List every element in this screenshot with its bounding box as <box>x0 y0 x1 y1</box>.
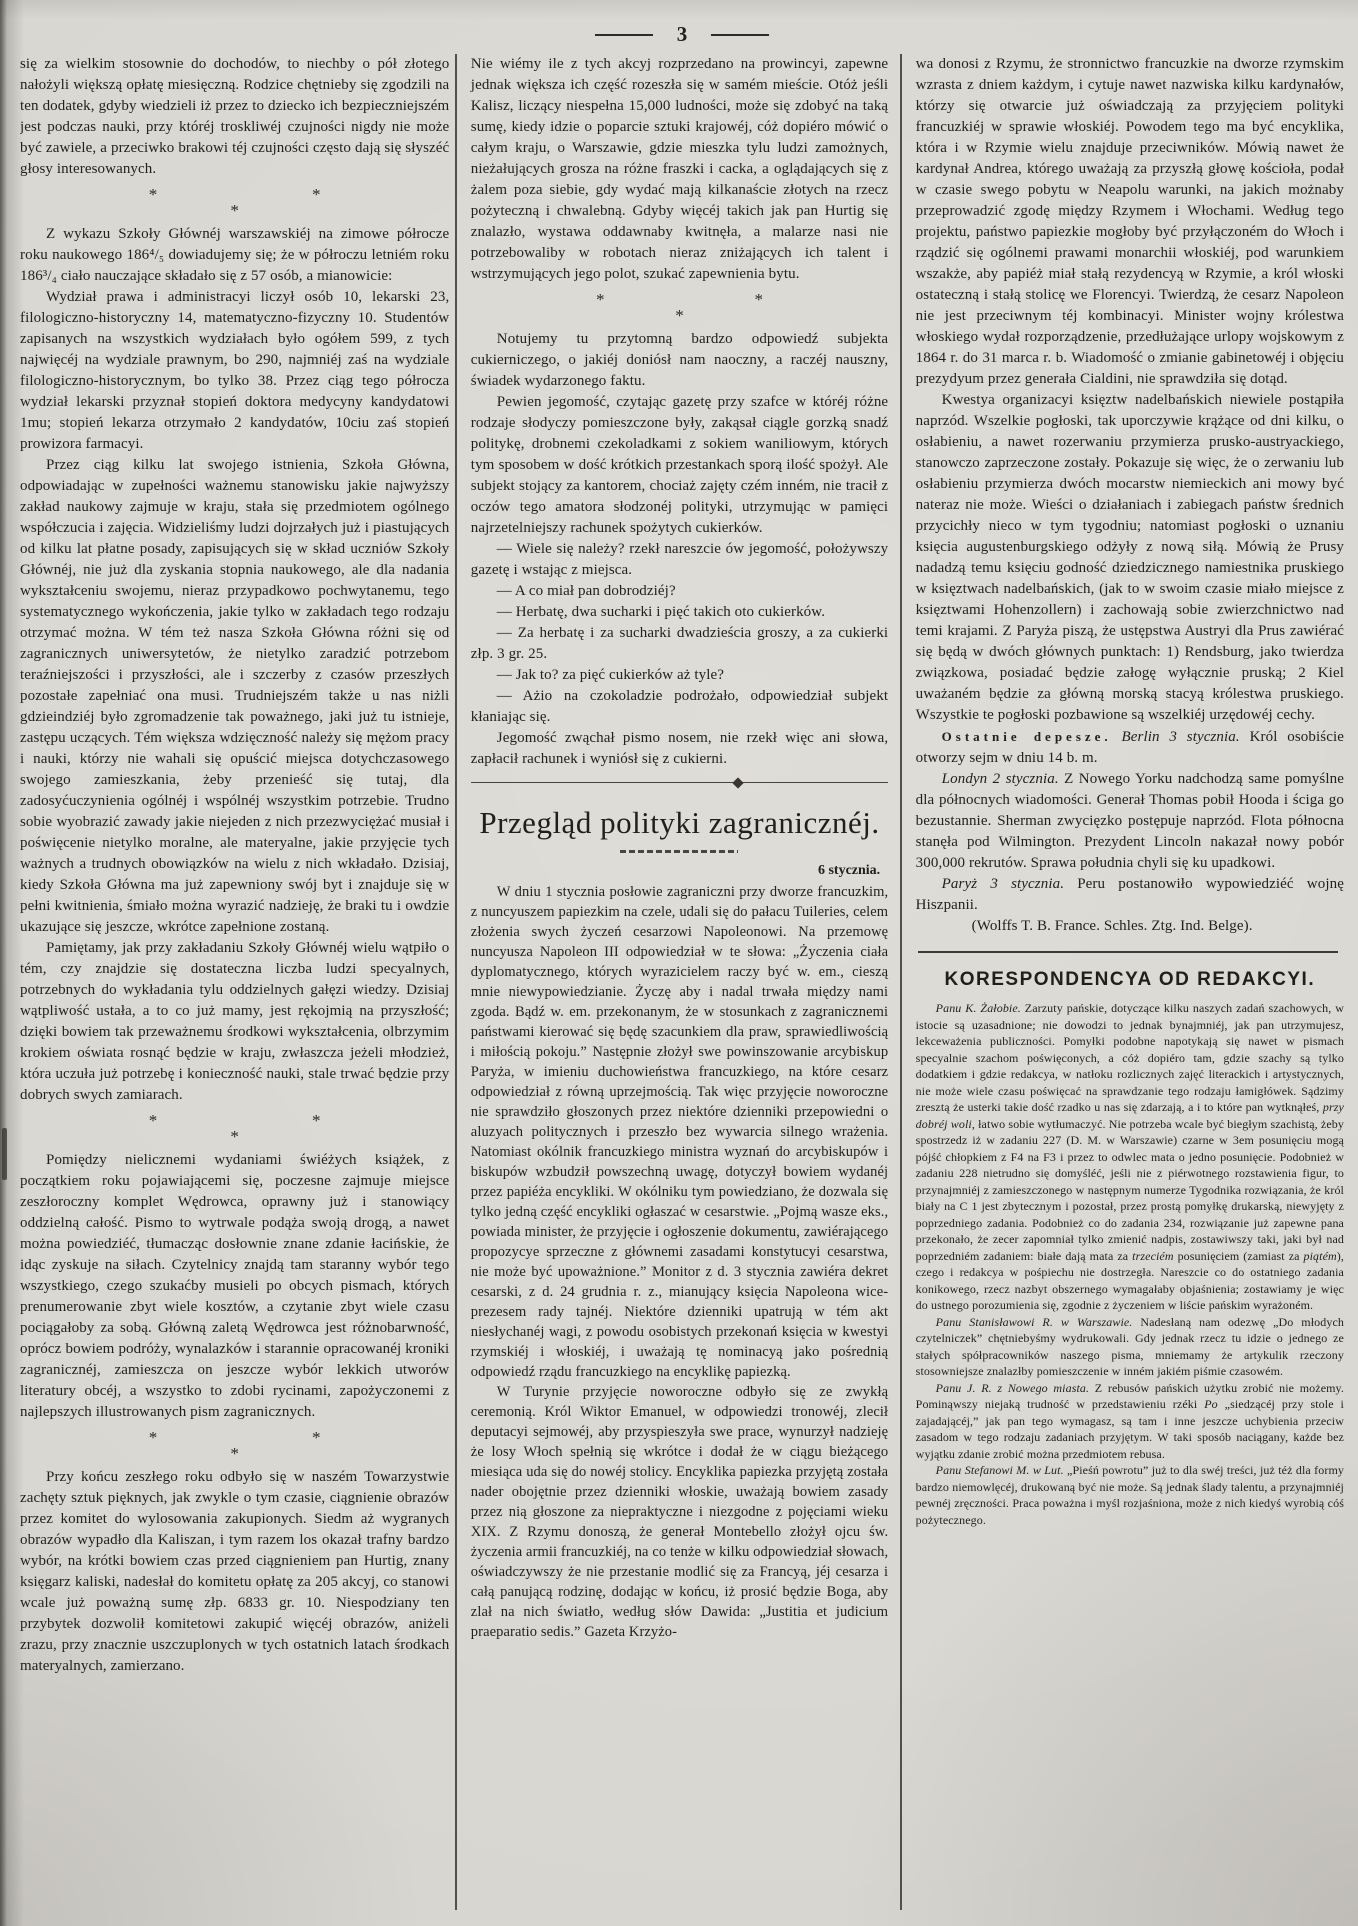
asterism-separator <box>20 1106 449 1150</box>
italic-text-run: Berlin 3 stycznia. <box>1121 729 1240 745</box>
scan-edge-shadow <box>0 0 7 1926</box>
dialogue-line <box>471 581 888 602</box>
dispatch-paragraph <box>916 769 1344 874</box>
page-number-dash-left <box>595 34 653 36</box>
text-run: (Wolffs T. B. France. Schles. Ztg. Ind. Belge). <box>971 918 1253 934</box>
italic-text-run: piątém <box>1303 1248 1337 1263</box>
paragraph <box>916 390 1344 726</box>
ink-smudge <box>2 1128 7 1180</box>
asterisk-glyph: * <box>596 290 605 309</box>
text-run: Król osobiście otworzy sejm w dniu 14 b. m. <box>915 729 1344 766</box>
diamond-ornament <box>732 777 743 788</box>
text-run: Zarzuty pańskie, dotyczące kilku naszych zadań szachowych, w istocie są uzasadnione; nie dowodzi to jednak bynajmniéj, jak pan utrzymujesz, lekceważenia publiczności. Pomyłki podobne napotykają się nawet w pismach specyalnie szachom poświęconych, a cóż dopiéro tam, gdzie szachy są tylko dodatkiem i gdzie redakcya, w natłoku rozlicznych zajęć literackich i artystycznych, nie może wiele czasu poświęcać na sprawdzanie tego rodzaju łamigłówek. Sądzimy zresztą że usterki takie dość rzadko u nas się zdarzają, a i to które pan wytknąłeś, <box>915 1001 1344 1114</box>
text-run: — Ażio na czokoladzie podrożało, odpowiedział subjekt kłaniając się. <box>470 688 889 725</box>
text-run: — Jak to? za pięć cukierków aż tyle? <box>496 667 725 683</box>
asterisk-glyph: * <box>230 1444 239 1463</box>
text-run: wa donosi z Rzymu, że stronnictwo francuzkie na dworze rzymskim wzrasta z dniem każdym, i cytuje nawet nazwiska kilku kardynałów, którzy się otwarcie już oświadczają za przyjęciem polityki francuzkiéj w sprawie włoskiéj. Powodem tego ma być encyklika, która i w Rzymie wielu znajduje przeciwników. Mówią nawet że kardynał Andrea, którego uważają za przyszłą głowę kościoła, podał w czasie swego pobytu w Neapolu warunki, na jakich możnaby przeprowadzić zgodę między Rzymem i Włochami. Według tego projektu, państwo papiezkie mogłoby być przyłączoném do Włoch i rządzić się ogólnemi prawami monarchii włoskiéj, pod warunkiem wszakże, aby papiéż miał stałą rezydencyą w Rzymie, a król włoski ostateczną i stałą stolicę we Florencyi. Twierdzą, że cesarz Napoleon nie jest przeciwnym téj kombinacyi. Minister wojny królestwa włoskiego wydał rozporządzenie, przedłużające urlopy wojskowym z 1864 r. do 31 marca r. b. Wiadomość o zmianie gabinetowéj i objęciu prezydyum przez generała Cialdini, nie sprawdziła się dotąd. <box>915 56 1344 387</box>
italic-text-run: Panu Stanisławowi R. w Warszawie. <box>935 1314 1133 1329</box>
text-run: Kwestya organizacyi księztw nadelbańskich niewiele postąpiła naprzód. Wszelkie pogłoski, tak uporczywie krążące od dni kilku, o osłabieniu, a nawet rozerwaniu przymierza prusko-austryackiego, stanowczo zaprzeczone zostały. Pokazuje się więc, że o zerwaniu lub osłabieniu przymierza dwóch mocarstw niemieckich ani mowy być nateraz nie może. Wieści o działaniach i zabiegach państw średnich przycichły nieco w tym tygodniu; natomiast pogłoski o uznaniu księcia augustenburgskiego odżyły z nową siłą. Mówią że Prusy nadadzą temu księciu godność dziedzicznego namiestnika pruskiego w księztwach nadelbańskich, (jak to w swoim czasie miało miejsce z księztwami Hohenzollern) i zachowają sobie zwierzchnictwo nad temi krajami. Z Paryża piszą, że ustępstwa Austryi dla Prus zawiérać się będą w dwóch głównych punktach: 1) Rendsburg, jako twierdza związkowa, posiadać będzie załogę wyłącznie pruską; 2 Kiel uważaném będzie za główną morską stacyą królestwa pruskiego. Wszystkie te pogłoski pozbawione są wszelkiéj urzędowéj cechy. <box>915 392 1344 723</box>
paragraph <box>916 54 1344 390</box>
asterisk-glyph: * <box>312 1111 321 1130</box>
text-run: Pewien jegomość, czytając gazetę przy szafce w któréj różne rodzaje słodyczy pomieszczone były, zakąsał ciągle gorzką snadź politykę, drobnemi czekoladkami z sokiem waniliowym, których tym sposobem w dość krótkich przestankach sporą ilość spożył. Ale subjekt stojący za kantorem, chociaż zajęty czém inném, nie tracił z oczów tego amatora słodzonéj polityki, utrzymując w pamięci najrzetelniejszy rachunek spożytych cukierków. <box>470 394 889 536</box>
text-run: się za wielkim stosownie do dochodów, to niechby o pół złotego nałożyli większą opłatę miesięczną. Rodzice chętnieby się zgodzili na ten dodatek, gdyby wiedzieli iż przez to dziecko ich bezpieczniejszém jest podczas nauki, przy któréj troskliwéj czujności nigdy nie może być zawiele, a przeciwko brakowi téj czujności często dają się słyszéć głosy interesowanych. <box>20 56 450 177</box>
text-run: posunięciem (zamiast za <box>1173 1248 1304 1263</box>
italic-text-run: Po <box>1204 1397 1218 1411</box>
dialogue-line <box>471 623 888 665</box>
text-run: Jegomość zwąchał pismo nosem, nie rzekł więc ani słowa, zapłacił rachunek i wyniósł się z cukierni. <box>470 730 889 767</box>
paragraph <box>471 1382 888 1642</box>
paragraph <box>20 1150 449 1423</box>
text-run: ), czego i redakcya w pośpiechu nie dostrzegła. Nareszcie co do ostatniego zadania konikowego, rzecz nazbyt obszernego wymagałaby objaśnienia; zostawiamy je więc do ustnego porozumienia się, zgodnie z życzeniem w liście pańskim wyrażoném. <box>915 1248 1344 1312</box>
dateline: 6 stycznia. <box>817 862 881 878</box>
italic-text-run: Londyn 2 stycznia. <box>941 771 1059 787</box>
page-header <box>20 24 1344 45</box>
section-headline-foreign-politics: Przegląd polityki zagranicznéj. <box>479 805 880 840</box>
text-run: — A co miał pan dobrodziéj? <box>496 583 676 599</box>
page-number: 3 <box>676 22 688 46</box>
text-run: W dniu 1 stycznia posłowie zagraniczni przy dworze francuzkim, z nuncyuszem papiezkim na czele, udali się do pałacu Tuileries, celem złożenia swych życzeń cesarzowi Napoleonowi. Na przemowę nuncyusza Napoleon III odpowiedział w te słowa: „Życzenia ciała dyplomatycznego, których wyrazicielem raczy być w. em., cieszą mnie niewypowiedzianie. Życzę aby i nadal trwała między nami zgoda. Bądź w. em. przekonanym, że w stosunkach z zagranicznemi państwami kierować się będę szacunkiem dla praw, sprawiedliwością i miłością pokoju.” Następnie złożył swe powinszowanie arcybiskup Paryża, w imieniu duchowieństwa francuzkiego, na które cesarz odpowiedział z równą uprzejmością. Tak więc przyjęcie noworoczne nie sprawdziło głoszonych przez niektóre dzienniki przepowiedni o aluzyach politycznych i przeszło bez wywarcia silnego wrażenia. Natomiast okólnik francuzkiego ministra wyznań do arcybiskupów i biskupów wzbudził powszechną uwagę, dotyczył bowiem wydanéj przez papiéża encykliki. W okólniku tym powiedziano, że dozwala się tylko jedną część encykliki ogłaszać w cesarstwie. „Pojmą wasze eks., powiada minister, że przyjęcie i ogłoszenie dokumentu, zawiérającego propozycye sprzeczne z głównemi zasadami konstytucyi cesarstwa, nie może być upoważnione.” Monitor z d. 3 stycznia zawiéra dekret cesarski, z d. 24 grudnia r. z., mianujący księcia Napoleona wice-prezesem rady tajnéj. Niektóre dzienniki upatrują w tém akt niesłychanéj wagi, z powodu osobistych przekonań księcia w kwestyi rzymskiéj i włoskiéj, i uważają tę nominacyą jako pośrednią odpowiedź rządu francuzkiego na encyklikę papiezką. <box>470 883 889 1380</box>
dispatch-paragraph <box>916 874 1344 916</box>
correspondence-heading: KORESPONDENCYA OD REDAKCYI. <box>944 969 1316 990</box>
paragraph <box>471 329 888 392</box>
italic-text-run: przy dobréj woli <box>915 1100 1344 1131</box>
asterism-separator <box>20 1423 449 1467</box>
column-3 <box>902 54 1344 1910</box>
asterisk-glyph: * <box>312 185 321 204</box>
spaced-lead-text: Ostatnie depesze. <box>941 729 1112 744</box>
paragraph <box>471 882 888 1382</box>
paragraph <box>471 728 888 770</box>
text-run: „siedzącéj przy stole i zajadającéj,” jak pan tego wymagasz, są tam i inne jeszcze uchybienia przeciw zasadom w tego rodzaju zadaniach przyjętym. W taki sposób naciągany, każde bez wyjątku zdanie zrobić można przedmiotem rebusa. <box>915 1397 1344 1461</box>
dispatch-paragraph <box>916 726 1344 769</box>
paragraph <box>471 54 888 285</box>
section-divider <box>918 951 1338 953</box>
correspondence-item <box>916 1462 1344 1528</box>
text-run: Z wykazu Szkoły Głównéj warszawskiéj na zimowe półrocze roku naukowego 186⁴/₅ dowiadujemy się; że w półroczu letniém roku 186³/₄ ciało nauczające składało się z 57 osób, a mianowicie: <box>20 226 450 284</box>
text-run <box>1112 729 1122 745</box>
text-run: „Pieśń powrotu” już to dla swéj treści, już téż dla formy bardzo niemowlęcéj, drukowaną być nie może. Są jednak ślady talentu, a przynajmniéj pewnéj zręczności. Praca poważna i myśl rozjaśniona, może z nich kiedyś wyrobią cóś pożytecznego. <box>915 1463 1344 1527</box>
asterisk-glyph: * <box>148 1428 158 1447</box>
text-run: Pomiędzy nielicznemi wydaniami świéżych książek, z początkiem roku pojawiającemi się, poczesne zajmuje miejsce zeszłoroczny komplet Wędrowca, oprawny już i stanowiący oddzielną całość. Pismo to wytrwale podąża swoją drogą, a nawet można powiedziéć, tłumacząc dosłownie znane zdanie łacińskie, że idąc zyskuje na siłach. Czytelnicy znajdą tam staranny wybór tego wszystkiego, czego szukaćby musieli po obcych pismach, których prenumerowanie zbyt wiele kosztów, a czytanie zbyt wiele czasu pociągałoby za sobą. Główną zaletą Wędrowca jest różnobarwność, oprócz bowiem podróży, wynalazków i starannie opracowanéj kroniki zagranicznéj, zamieszcza on jeszcze wybór lekkich utworów literatury obcéj, a wszystko to zdobi rycinami, zapożyczonemi z najlepszych illustrowanych pism zagranicznych. <box>20 1152 450 1420</box>
dialogue-line <box>471 539 888 581</box>
asterisk-glyph: * <box>675 306 684 325</box>
paragraph <box>20 1467 449 1677</box>
correspondence-item <box>916 1000 1344 1314</box>
text-run: Nie wiémy ile z tych akcyj rozprzedano na prowincyi, zapewne jednak większa ich część rozeszła się w samém mieście. Otóż jeśli Kalisz, liczący niespełna 15,000 ludności, może się zdobyć na taką sumę, kiedy idzie o poparcie sztuki krajowéj, cóż dopiéro mówić o całym kraju, o Warszawie, gdzie mieszka tylu ludzi zamożnych, nieżałujących grosza na różne fraszki i cacka, a oglądających się z żalem poza siebie, gdy wydać mają kilkanaście złotych na rzecz pożyteczną i chwalebną. Gdyby więcéj takich jak pan Hurtig się znalazło, wystawa oddawnaby kwitnęła, a malarze nasi nie potrzebowaliby w robotach nieraz zniżających ich talent i wstrzymujących jego polot, szukać zapewnienia bytu. <box>470 56 889 282</box>
italic-text-run: Panu J. R. z Nowego miasta. <box>935 1380 1090 1395</box>
text-run: Przez ciąg kilku lat swojego istnienia, Szkoła Główna, odpowiadając w zupełności ważnemu stanowisku jakie najwyższy zakład naukowy zajmuje w kraju, stała się przedmiotem ogólnego współczucia i zajęcia. Widzieliśmy ludzi dojrzałych już i piastujących od kilku lat płatne posady, zapisujących się w skład uczniów Szkoły Głównéj, nie już dla zyskania stopnia naukowego, ale dla nadania wykształceniu swojemu, nieraz przypadkowo pochwytanemu, tego systematycznego wykończenia, jakie tylko w zakładach tego rodzaju otrzymać można. W tém też nasza Szkoła Główna różni się od zagranicznych uniwersytetów, że nietylko zaradzić potrzebom teraźniejszości i przyszłości, ale i szczerby z czasów przeszłych pozostałe zapełniać ona musi. Trudniejszém także u nas niżli gdzieindziéj było zgromadzenie tak poważnego, jaki już tu istnieje, zastępu uczących. Tém większa wdzięczność należy się mężom pracy i nauki, którzy nie wahali się opuścić miejsca dotychczasowego swojego zamieszkania, żeby przenieść się tutaj, dla zadosyćuczynienia ogólnéj i wspólnéj wszystkim potrzebie. Trudno sobie wyobrazić zawady jakie niejeden z nich przezwyciężać musiał i poświęcenie nietylko moralne, ale materyalne, jakie przyjęcie tych ważnych a trudnych obowiązków na wielu z nich wkładało. Dzisiaj, kiedy Szkoła Główna ma już zapewniony swój byt i znajduje się w pełni kwitnienia, śmiało można wyrazić nadzieję, że braki tu i owdzie ukazujące się jeszcze, wkrótce zapełnione zostaną. <box>20 457 450 935</box>
paragraph <box>20 287 449 455</box>
italic-text-run: Panu K. Żałobie. <box>935 1001 1021 1015</box>
paragraph <box>471 392 888 539</box>
paragraph <box>20 54 449 180</box>
text-run: Z Nowego Yorku nadchodzą same pomyślne dla północnych wiadomości. Generał Thomas pobił Hooda i ściga go bezustannie. Sherman zwycięzko postępuje naprzód. Flota północna stanęła pod Wilmington. Prezydent Lincoln nakazał nowy pobór 300,000 rekrutów. Sprawa południa chyli się ku upadkowi. <box>915 771 1344 871</box>
dialogue-line <box>471 665 888 686</box>
text-run: — Wiele się należy? rzekł nareszcie ów jegomość, położywszy gazetę i wstając z miejsca. <box>470 541 889 578</box>
text-run: — Herbatę, dwa sucharki i pięć takich oto cukierków. <box>496 604 826 620</box>
column-1 <box>20 54 455 1910</box>
asterisk-glyph: * <box>230 201 239 220</box>
source-attribution <box>916 916 1344 937</box>
paragraph <box>20 938 449 1106</box>
text-run: Wydział prawa i administracyi liczył osób 10, lekarski 23, filologiczno-historyczny 14, matematyczno-fizyczny 10. Studentów zapisanych na wszystkich wydziałach było ogółem 599, z tych najwięcéj na wydziale prawnym, bo 290, najmniéj zaś na wydziale filologiczno-historycznym, bo tylko 38. Przez ciąg tego półrocza wydział lekarski przyznał stopień doktora medycyny kandydatowi 1mu; stopień lekarza otrzymało 2 kandydatów, 10ciu zaś stopień prowizora farmacyi. <box>20 289 450 452</box>
text-run: Peru postanowiło wypowiedziéć wojnę Hiszpanii. <box>915 876 1344 913</box>
italic-text-run: trzeciém <box>1132 1248 1174 1263</box>
dialogue-line <box>471 686 888 728</box>
page-number-dash-right <box>711 34 769 36</box>
correspondence-item <box>916 1314 1344 1380</box>
paragraph <box>20 224 449 287</box>
paragraph <box>20 455 449 938</box>
section-divider-diamond <box>471 782 888 783</box>
correspondence-item <box>916 1380 1344 1463</box>
asterism-separator <box>20 180 449 224</box>
columns-container <box>20 54 1344 1910</box>
text-run: Nadesłaną nam odezwę „Do młodych czytelniczek” chętniebyśmy wydrukowali. Gdy jednak rzecz tu idzie o jednego ze stałych spółpracowników naszego pisma, mniemamy że artykulik rzeczony stosowniejsze znalazłby pomieszczenie w inném jakiém piśmie czasowém. <box>915 1314 1344 1378</box>
dialogue-line <box>471 602 888 623</box>
italic-text-run: Panu Stefanowi M. w Lut. <box>935 1463 1064 1477</box>
text-run: Notujemy tu przytomną bardzo odpowiedź subjekta cukierniczego, o jakiéj doniósł nam naoczny, a raczéj nauszny, świadek wydarzonego faktu. <box>470 331 889 389</box>
text-run: Pamiętamy, jak przy zakładaniu Szkoły Głównéj wielu wątpiło o tém, czy znajdzie się dostateczna liczba ludzi specyalnych, potrzebnych do wykładania tylu oddzielnych gałęzi wiedzy. Dzisiaj wątpliwość ustała, a to co już mamy, jest rękojmią na przyszłość; dzięki bowiem tak przeważnemu środkowi wykształcenia, olbrzymim krokiem oświata rosnąć będzie w kraju, zwłaszcza jeżeli młodzież, która uczuła już potrzebę i konieczność nauki, stale trwać będzie przy dobrych swych zamiarach. <box>20 940 450 1103</box>
text-run: , łatwo sobie wytłumaczyć. Nie potrzeba wcale być biegłym szachistą, żeby spostrzedz iż w zadaniu 227 (D. M. w Warszawie) czarne w 3em posunięciu mogą pójść chłopkiem z F4 na F3 i przez to odwlec mata o jedno posunięcie. Podobnież w zadaniu 228 nietrudno się domyśléć, jeśli nie z piérwotnego rozstawienia figur, to przynajmniéj z zamieszczonego w następnym numerze Tygodnika rozwiązania, że król biały na C 1 jest zbytecznym i pozostał, przez prostą pomyłkę drukarską, niewyjęty z poprzedniego zadania. Podobnież co do zadania 234, rozwiązanie już zapewne pana przekonało, że zecer zapomniał tylko zmienić nadpis, zostawiwszy taki, jaki był nad poprzedniém zadaniem: białe dają mata za <box>915 1116 1344 1263</box>
asterism-separator <box>471 285 888 329</box>
asterisk-glyph: * <box>230 1127 239 1146</box>
asterisk-glyph: * <box>148 1111 158 1130</box>
asterisk-glyph: * <box>312 1428 321 1447</box>
text-run: — Za herbatę i za sucharki dwadzieścia groszy, a za cukierki złp. 3 gr. 25. <box>470 625 889 662</box>
text-run: W Turynie przyjęcie noworoczne odbyło się ze zwykłą ceremonią. Król Wiktor Emanuel, w odpowiedzi tronowéj, zlecił deputacyi sejmowéj, aby przyspieszyła swe prace, wynurzył nadzieję że losy Włoch spełnią się wkrótce i dodał że w ciągu bieżącego miesiąca uda się do nowéj stolicy. Encyklika papiezka przyjętą została nader obojętnie przez dzienniki włoskie, uważają bowiem zasady przez nią głoszone za niepraktyczne i niezgodne z pojęciami wieku XIX. Z Rzymu donoszą, że generał Montebello złożył ojcu św. życzenia armii francuzkiéj, na co tenże w kilku odpowiedział słowach, oświadczywszy że nie przestanie modlić się za Francyą, jéj cesarza i całą panującą rodzinę, dodając w końcu, iż prosić będzie Boga, aby zlał na nich światło, według słów Dawida: „Justitia et judicium praeparatio sedis.” Gazeta Krzyżo- <box>470 1383 889 1640</box>
asterisk-glyph: * <box>754 290 763 309</box>
column-2 <box>457 54 900 1910</box>
text-run: Przy końcu zeszłego roku odbyło się w naszém Towarzystwie zachęty sztuk pięknych, jak zwykle o tym czasie, ciągnienie obrazów przez komitet do wylosowania zakupionych. Siedm aż wygranych obrazów wypadło dla Kaliszan, i tym razem los okazał trafny bardzo wybór, na krótki bowiem czas przed ciągnieniem pan Hurtig, znany księgarz kaliski, nadesłał do komitetu opłatę za 205 akcyj, co stanowi wcale już poważną sumę złp. 6833 gr. 10. Niespodziany ten przybytek dozwolił komitetowi zakupić więcéj obrazów, aniżeli zrazu, przy znacznie uszczuplonych w tych ostatnich latach środkach materyalnych, zamierzano. <box>20 1469 450 1674</box>
italic-text-run: Paryż 3 stycznia. <box>941 876 1065 892</box>
text-run: Z rebusów pańskich użytku zrobić nie możemy. Pominąwszy niejaką trudność w przedstawieniu rzéki <box>915 1380 1344 1411</box>
headline-ornament-rule <box>620 850 738 853</box>
asterisk-glyph: * <box>148 185 158 204</box>
